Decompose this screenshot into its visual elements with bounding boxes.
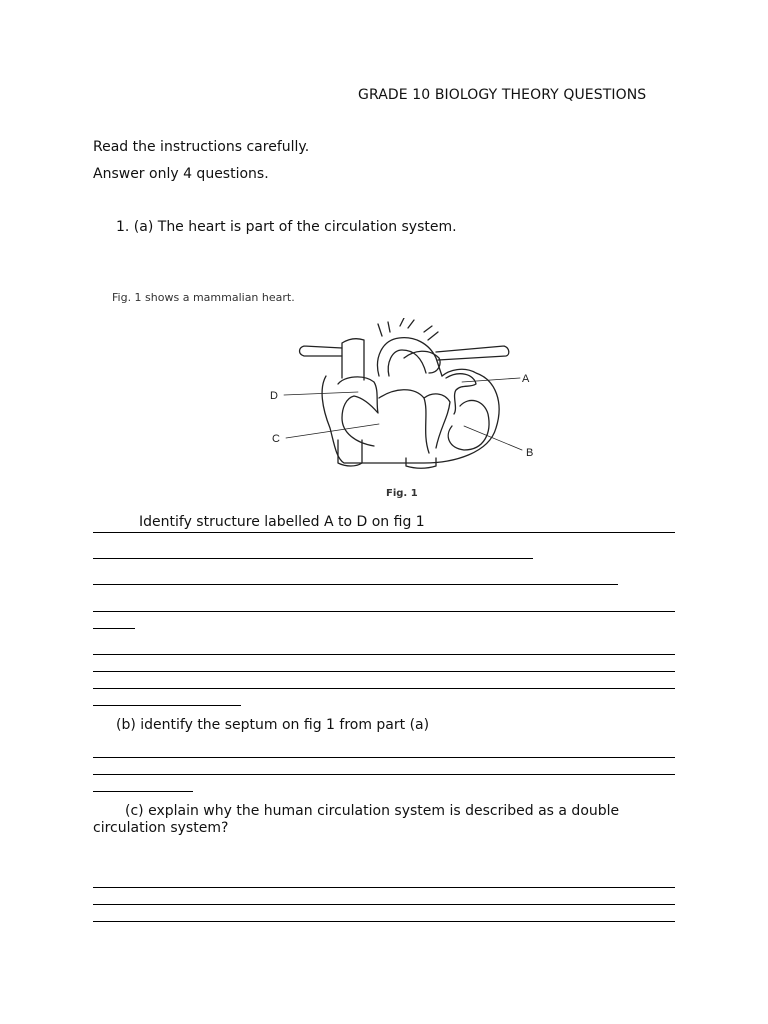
- figure-caption: Fig. 1 shows a mammalian heart.: [112, 291, 295, 304]
- left-atrium: [446, 374, 476, 414]
- answer-line: [93, 671, 675, 672]
- label-d: D: [270, 390, 278, 402]
- question-1c: [93, 803, 683, 837]
- label-c: C: [272, 433, 280, 445]
- answer-line: [93, 757, 675, 758]
- answer-line: [93, 904, 675, 905]
- answer-line: [93, 791, 193, 792]
- septum: [379, 390, 429, 453]
- identify-prompt: Identify structure labelled A to D on fig 1: [139, 514, 425, 530]
- answer-line: [93, 688, 675, 689]
- question-1a: 1. (a) The heart is part of the circulation system.: [116, 219, 457, 235]
- answer-line: [93, 654, 675, 655]
- instruction-answer: Answer only 4 questions.: [93, 166, 269, 182]
- answer-line: [93, 584, 618, 585]
- label-line-a: [462, 378, 520, 382]
- vena-cava: [342, 339, 364, 380]
- heart-diagram: [264, 318, 554, 478]
- answer-line: [93, 705, 241, 706]
- answer-line: [93, 532, 675, 533]
- answer-line: [93, 628, 135, 629]
- question-1c-text: (c) explain why the human circulation system is described as a double circulation system?: [93, 803, 620, 836]
- answer-line: [93, 558, 533, 559]
- answer-line: [93, 887, 675, 888]
- left-ventricle: [448, 400, 489, 450]
- right-atrium: [338, 377, 378, 446]
- answer-line: [93, 611, 675, 612]
- answer-line: [93, 921, 675, 922]
- label-line-d: [284, 392, 358, 395]
- answer-line: [93, 774, 675, 775]
- figure-label: Fig. 1: [386, 488, 418, 499]
- label-line-b: [464, 426, 522, 450]
- page-title: GRADE 10 BIOLOGY THEORY QUESTIONS: [358, 87, 647, 103]
- label-b: B: [526, 447, 534, 459]
- inferior-vena-cava: [338, 440, 362, 466]
- aortic-arch: [378, 338, 442, 376]
- instruction-read: Read the instructions carefully.: [93, 139, 310, 155]
- question-1b: (b) identify the septum on fig 1 from part (a): [116, 717, 430, 733]
- label-a: A: [522, 373, 530, 385]
